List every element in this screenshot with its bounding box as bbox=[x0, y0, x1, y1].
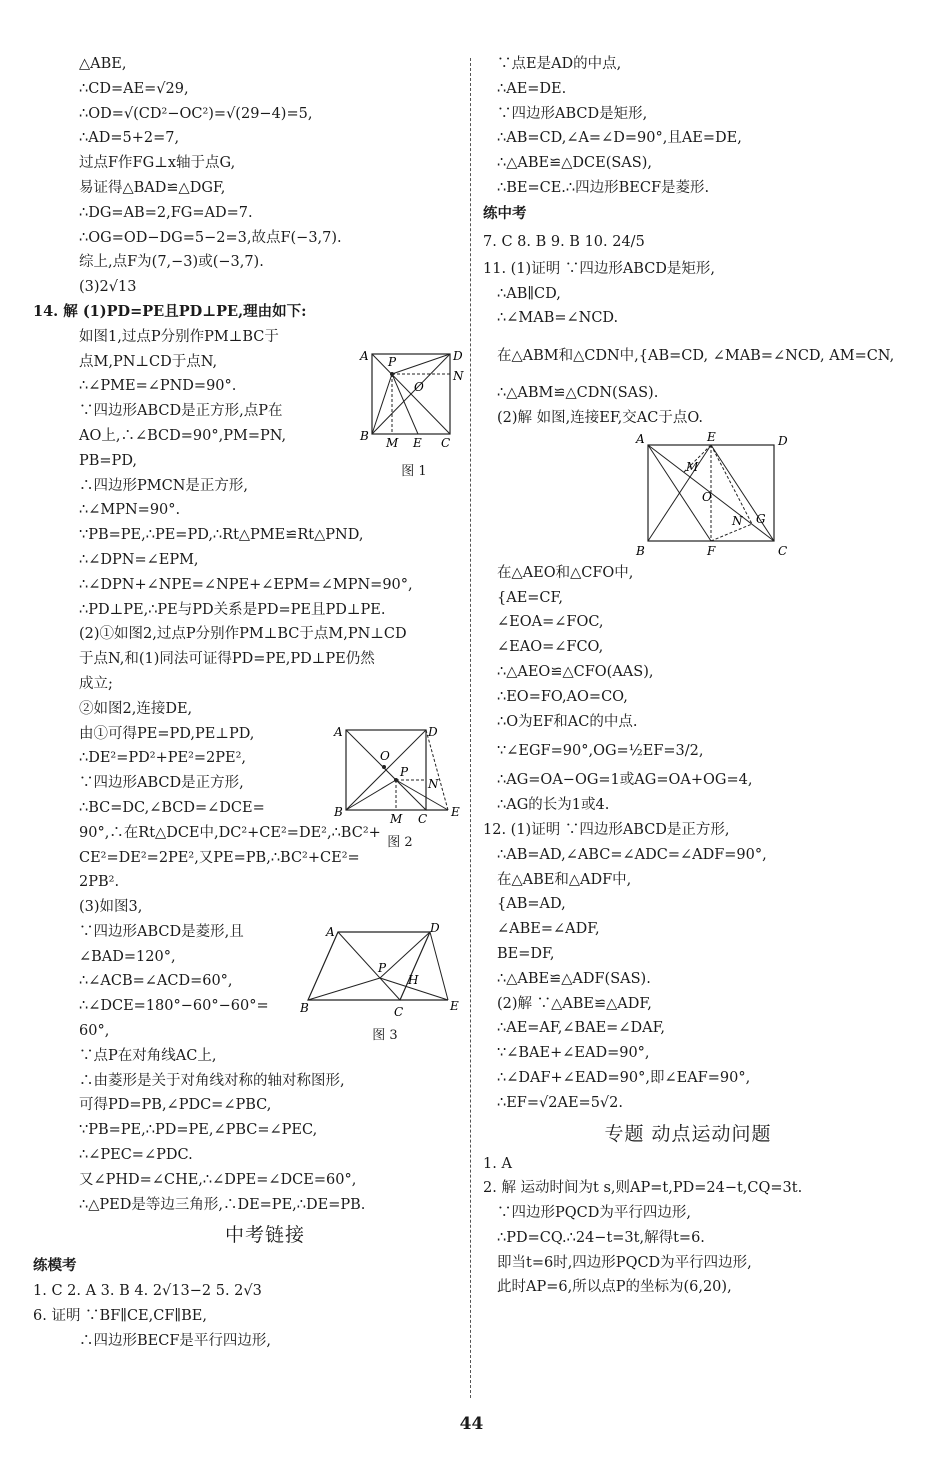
text-line: ∴O为EF和AC的中点. bbox=[497, 713, 638, 730]
svg-text:A: A bbox=[636, 431, 645, 446]
text-line: ∠EAO=∠FCO, bbox=[497, 639, 604, 656]
svg-text:A: A bbox=[326, 925, 335, 939]
text-line: (2)解 如图,连接EF,交AC于点O. bbox=[497, 409, 703, 426]
svg-text:E: E bbox=[413, 436, 422, 450]
svg-text:C: C bbox=[778, 543, 788, 558]
svg-text:B: B bbox=[300, 1001, 309, 1015]
text-line: ∴∠DPN+∠NPE=∠NPE+∠EPM=∠MPN=90°, bbox=[79, 576, 413, 593]
text-line: ∴∠MPN=90°. bbox=[79, 502, 181, 519]
text-line: ∴△ABM≌△CDN(SAS). bbox=[497, 385, 659, 402]
svg-text:M: M bbox=[390, 812, 403, 826]
text-line: 此时AP=6,所以点P的坐标为(6,20), bbox=[497, 1279, 732, 1296]
svg-text:B: B bbox=[360, 429, 369, 443]
svg-text:D: D bbox=[428, 725, 438, 739]
figure-3-drawing bbox=[300, 920, 470, 1020]
text-line: ∴∠DAF+∠EAD=90°,即∠EAF=90°, bbox=[497, 1069, 751, 1086]
svg-text:N: N bbox=[428, 777, 439, 791]
text-line: ∴AG=OA−OG=1或AG=OA+OG=4, bbox=[497, 772, 753, 789]
text-line: ∠ABE=∠ADF, bbox=[497, 921, 600, 938]
q2-heading: 2. 解 运动时间为t s,则AP=t,PD=24−t,CQ=3t. bbox=[483, 1180, 803, 1197]
text-line: ∴PD=CQ.∴24−t=3t,解得t=6. bbox=[497, 1229, 705, 1246]
text-line: CE²=DE²=2PE²,又PE=PB,∴BC²+CE²= bbox=[79, 849, 360, 866]
svg-text:M: M bbox=[386, 436, 399, 450]
text-line: ∵∠EGF=90°,OG=½EF=3/2, bbox=[497, 743, 704, 760]
text-line: ∴∠ACB=∠ACD=60°, bbox=[79, 973, 233, 990]
text-line: (3)如图3, bbox=[79, 899, 143, 916]
text-line: ∴OD=√(CD²−OC²)=√(29−4)=5, bbox=[79, 105, 313, 122]
figure-2 bbox=[330, 722, 470, 850]
text-line: {AB=AD, bbox=[497, 896, 566, 913]
text-line: (2)解 ∵△ABE≌△ADF, bbox=[497, 995, 652, 1012]
text-line: 点M,PN⊥CD于点N, bbox=[79, 353, 218, 370]
text-line: 易证得△BAD≌△DGF, bbox=[79, 179, 226, 196]
text-line: 2PB². bbox=[79, 874, 120, 891]
svg-text:M: M bbox=[686, 459, 699, 474]
text-line: 如图1,过点P分别作PM⊥BC于 bbox=[79, 328, 279, 345]
text-line: ∵点P在对角线AC上, bbox=[79, 1047, 217, 1064]
text-line: ∵四边形ABCD是矩形, bbox=[497, 105, 648, 122]
text-line: ∴AB=CD,∠A=∠D=90°,且AE=DE, bbox=[497, 130, 742, 147]
text-line: ∵四边形ABCD是菱形,且 bbox=[79, 923, 244, 940]
text-line: ∴∠DCE=180°−60°−60°= bbox=[79, 998, 269, 1015]
left-column bbox=[33, 52, 465, 1354]
text-line: 可得PD=PB,∠PDC=∠PBC, bbox=[79, 1097, 272, 1114]
svg-text:N: N bbox=[453, 369, 464, 383]
text-line: ∵PB=PE,∴PE=PD,∴Rt△PME≌Rt△PND, bbox=[79, 527, 364, 544]
svg-text:E: E bbox=[707, 430, 716, 444]
text-line: ∴由菱形是关于对角线对称的轴对称图形, bbox=[79, 1072, 345, 1089]
text-line: 60°, bbox=[79, 1023, 110, 1040]
svg-text:P: P bbox=[388, 355, 397, 369]
text-line: ∴AE=AF,∠BAE=∠DAF, bbox=[497, 1020, 665, 1037]
text-line: 1. A bbox=[483, 1155, 512, 1172]
figure-4-drawing bbox=[628, 431, 798, 559]
svg-text:B: B bbox=[334, 805, 343, 819]
text-line: {AE=CF, bbox=[497, 589, 563, 606]
text-line: ∴EO=FO,AO=CO, bbox=[497, 688, 628, 705]
text-line: ∴△ABE≌△DCE(SAS), bbox=[497, 155, 652, 172]
svg-text:D: D bbox=[453, 349, 463, 363]
text-line: 由①可得PE=PD,PE⊥PD, bbox=[79, 725, 255, 742]
text-line: ∴EF=√2AE=5√2. bbox=[497, 1094, 623, 1111]
lianmokao-answers: 1. C 2. A 3. B 4. 2√13−2 5. 2√3 bbox=[33, 1283, 262, 1300]
svg-text:G: G bbox=[756, 511, 766, 526]
svg-text:E: E bbox=[451, 805, 460, 819]
svg-text:N: N bbox=[732, 513, 743, 528]
text-line: ∵四边形PQCD为平行四边形, bbox=[497, 1205, 691, 1222]
svg-text:F: F bbox=[707, 543, 716, 558]
svg-text:O: O bbox=[380, 749, 390, 763]
figure-1-caption: 图 1 bbox=[401, 464, 427, 479]
text-line: 在△ABM和△CDN中,{AB=CD, ∠MAB=∠NCD, AM=CN, bbox=[497, 348, 895, 365]
figure-2-caption: 图 2 bbox=[387, 835, 413, 850]
lianzhongkao-answers: 7. C 8. B 9. B 10. 24/5 bbox=[483, 233, 645, 250]
text-line: (2)①如图2,过点P分别作PM⊥BC于点M,PN⊥CD bbox=[79, 626, 407, 643]
text-line: ∴BE=CE.∴四边形BECF是菱形. bbox=[497, 179, 710, 196]
text-line: ∴OG=OD−DG=5−2=3,故点F(−3,7). bbox=[79, 229, 342, 246]
q6-line: ∴四边形BECF是平行四边形, bbox=[79, 1333, 272, 1350]
text-line: ②如图2,连接DE, bbox=[79, 700, 193, 717]
section-title-dongdian: 专题 动点运动问题 bbox=[604, 1122, 772, 1145]
text-line: 90°,∴在Rt△DCE中,DC²+CE²=DE²,∴BC²+ bbox=[79, 824, 381, 841]
text-line: 又∠PHD=∠CHE,∴∠DPE=∠DCE=60°, bbox=[79, 1171, 357, 1188]
svg-text:O: O bbox=[414, 380, 424, 394]
text-line: △ABE, bbox=[79, 56, 127, 72]
text-line: PB=PD, bbox=[79, 452, 138, 469]
svg-text:E: E bbox=[450, 999, 459, 1013]
text-line: ∵四边形ABCD是正方形, bbox=[79, 775, 244, 792]
svg-text:P: P bbox=[378, 961, 387, 975]
text-line: ∴AG的长为1或4. bbox=[497, 797, 610, 814]
figure-1-drawing bbox=[358, 346, 470, 456]
text-line: 过点F作FG⊥x轴于点G, bbox=[79, 155, 236, 172]
figure-4 bbox=[628, 431, 893, 561]
text-line: ∴△PED是等边三角形,∴DE=PE,∴DE=PB. bbox=[79, 1196, 366, 1213]
text-line: 在△ABE和△ADF中, bbox=[497, 871, 632, 888]
text-line: ∵PB=PE,∴PD=PE,∠PBC=∠PEC, bbox=[79, 1122, 318, 1139]
svg-text:B: B bbox=[636, 543, 645, 558]
text-line: ∴AB∥CD, bbox=[497, 285, 561, 302]
figure-1 bbox=[358, 346, 470, 479]
q11-heading: 11. (1)证明 ∵四边形ABCD是矩形, bbox=[483, 260, 716, 277]
text-line: ∴AB=AD,∠ABC=∠ADC=∠ADF=90°, bbox=[497, 846, 767, 863]
text-line: BE=DF, bbox=[497, 945, 555, 962]
figure-2-drawing bbox=[330, 722, 470, 827]
text-line: ∴△ABE≌△ADF(SAS). bbox=[497, 970, 651, 987]
text-line: ∴DG=AB=2,FG=AD=7. bbox=[79, 204, 253, 221]
lianmokao-heading: 练模考 bbox=[33, 1258, 77, 1275]
svg-text:D: D bbox=[430, 921, 440, 935]
svg-text:C: C bbox=[394, 1005, 404, 1019]
text-line: 在△AEO和△CFO中, bbox=[497, 564, 634, 581]
text-line: ∠EOA=∠FOC, bbox=[497, 614, 604, 631]
text-line: 即当t=6时,四边形PQCD为平行四边形, bbox=[497, 1254, 752, 1271]
column-divider bbox=[470, 58, 471, 1398]
svg-text:O: O bbox=[702, 489, 712, 504]
text-line: ∴BC=DC,∠BCD=∠DCE= bbox=[79, 799, 265, 816]
svg-text:A: A bbox=[360, 349, 369, 363]
svg-text:H: H bbox=[408, 973, 419, 987]
right-column bbox=[483, 52, 893, 1300]
svg-text:C: C bbox=[418, 812, 428, 826]
lianzhongkao-heading: 练中考 bbox=[483, 205, 527, 222]
svg-text:A: A bbox=[334, 725, 343, 739]
svg-text:C: C bbox=[441, 436, 451, 450]
q12-heading: 12. (1)证明 ∵四边形ABCD是正方形, bbox=[483, 821, 730, 838]
svg-text:D: D bbox=[778, 433, 788, 448]
text-line: ∴∠MAB=∠NCD. bbox=[497, 310, 619, 327]
figure-3-caption: 图 3 bbox=[372, 1028, 398, 1043]
text-line: ∴∠DPN=∠EPM, bbox=[79, 551, 199, 568]
section-title-zhongkao: 中考链接 bbox=[224, 1224, 305, 1247]
svg-text:P: P bbox=[400, 765, 409, 779]
text-line: 成立; bbox=[79, 675, 113, 692]
q6-line: 6. 证明 ∵BF∥CE,CF∥BE, bbox=[33, 1308, 207, 1325]
text-line: 综上,点F为(7,−3)或(−3,7). bbox=[79, 254, 264, 271]
text-line: ∴△AEO≌△CFO(AAS), bbox=[497, 663, 654, 680]
text-line: ∴AD=5+2=7, bbox=[79, 130, 180, 147]
text-line: ∴CD=AE=√29, bbox=[79, 80, 189, 97]
text-line: ∠BAD=120°, bbox=[79, 948, 176, 965]
text-line: ∴DE²=PD²+PE²=2PE², bbox=[79, 750, 247, 767]
text-line: ∴∠PME=∠PND=90°. bbox=[79, 378, 237, 395]
text-line: (3)2√13 bbox=[79, 279, 137, 296]
text-line: ∴∠PEC=∠PDC. bbox=[79, 1147, 193, 1164]
text-line: ∵四边形ABCD是正方形,点P在 bbox=[79, 403, 283, 420]
text-line: AO上,∴∠BCD=90°,PM=PN, bbox=[79, 427, 287, 444]
figure-3 bbox=[300, 920, 470, 1043]
text-line: ∴AE=DE. bbox=[497, 80, 567, 97]
text-line: ∴PD⊥PE,∴PE与PD关系是PD=PE且PD⊥PE. bbox=[79, 601, 386, 618]
text-line: ∵∠BAE+∠EAD=90°, bbox=[497, 1045, 650, 1062]
q14-heading: 14. 解 (1)PD=PE且PD⊥PE,理由如下: bbox=[33, 302, 307, 320]
page-number: 44 bbox=[459, 1414, 484, 1434]
text-line: 于点N,和(1)同法可证得PD=PE,PD⊥PE仍然 bbox=[79, 651, 375, 668]
text-line: ∵点E是AD的中点, bbox=[497, 56, 622, 72]
text-line: ∴四边形PMCN是正方形, bbox=[79, 477, 248, 494]
